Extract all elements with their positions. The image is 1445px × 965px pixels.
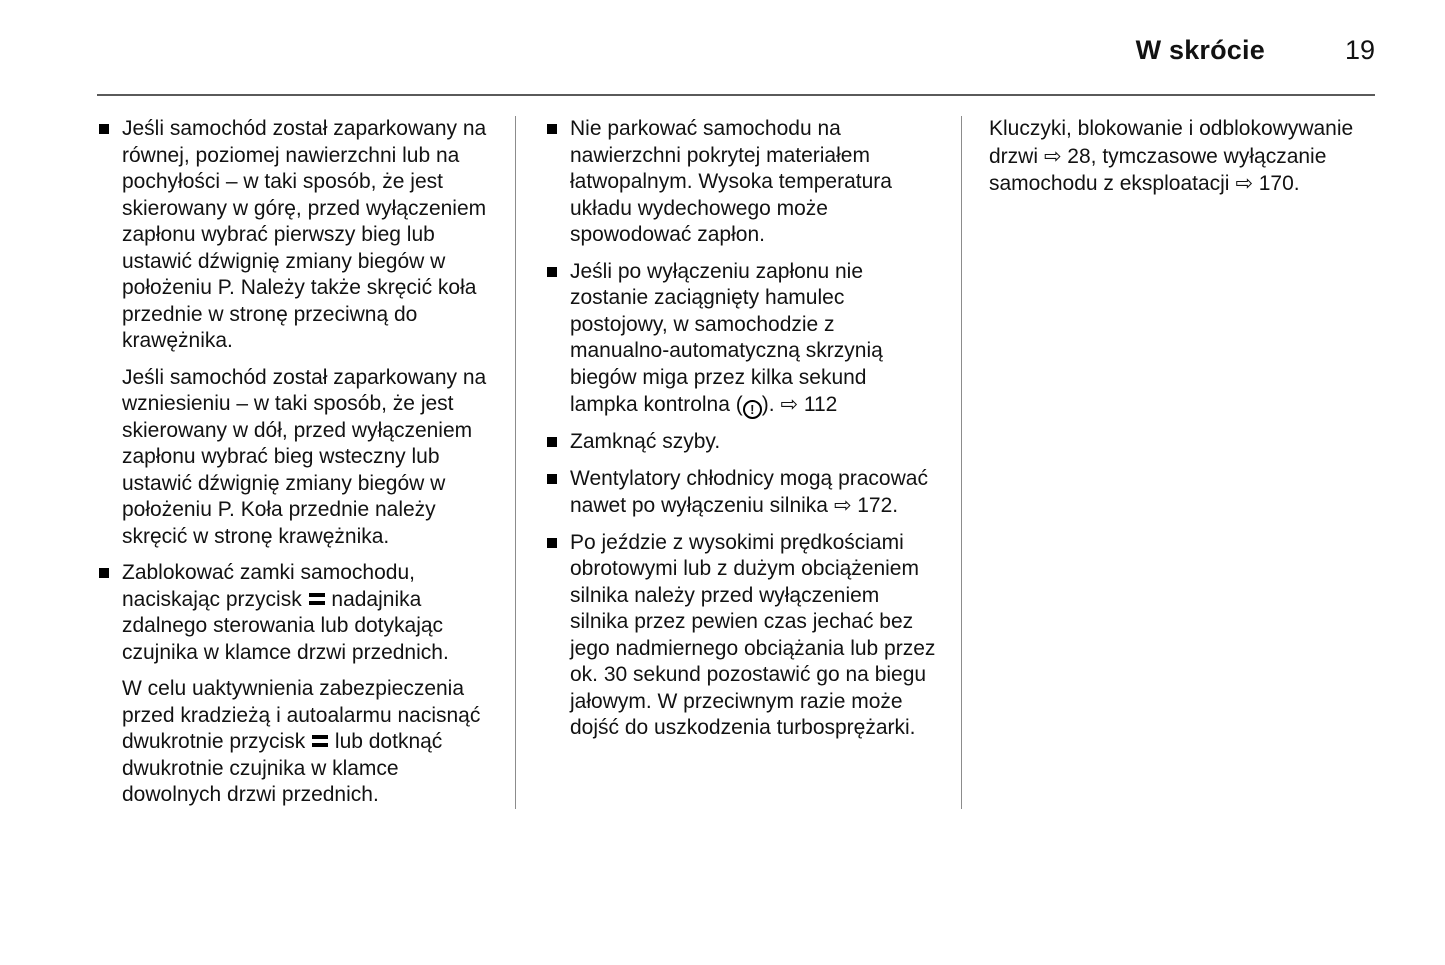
header-rule — [97, 94, 1375, 96]
paragraph: Jeśli samochód został zaparkowany na wzniesieniu – w taki sposób, że jest skierowany w dół, przed wyłączeniem zapłonu wybrać bieg wsteczny lub ustawić dźwignię zmiany biegów w położeniu P. Koła przednie należy skręcić w stronę krawężnika. — [122, 365, 487, 548]
page-reference-arrow-icon: ⇨ — [833, 493, 852, 517]
bullet-square-icon — [99, 124, 109, 134]
bullet-square-icon — [547, 538, 557, 548]
bulleted-paragraph: Zamknąć szyby. — [545, 429, 939, 456]
bulleted-paragraph: Jeśli po wyłączeniu zapłonu nie zostanie zaciągnięty hamulec postojowy, w samochodzie z manualno-automatyczną skrzynią biegów miga przez kilka sekund lampka kontrolna ( ! ). ⇨ 112 — [545, 259, 939, 420]
page-reference-arrow-icon: ⇨ — [780, 392, 799, 416]
paragraph: Kluczyki, blokowanie i odblokowywanie drzwi ⇨ 28, tymczasowe wyłączanie samochodu z eksploatacji ⇨ 170. — [989, 117, 1354, 195]
column-3 — [962, 116, 1375, 809]
bullet-square-icon — [547, 267, 557, 277]
bullet-square-icon — [547, 474, 557, 484]
page-reference-arrow-icon: ⇨ — [1043, 143, 1062, 168]
paragraph: W celu uaktywnienia zabezpieczenia przed kradzieżą i autoalarmu nacisnąć dwukrotnie przycisk lub dotknąć dwukrotnie czujnika w klamce dowolnych drzwi przednich. — [122, 677, 481, 806]
section-title: W skrócie — [1135, 35, 1265, 65]
bulleted-paragraph: Wentylatory chłodnicy mogą pracować nawet po wyłączeniu silnika ⇨ 172. — [545, 466, 939, 520]
bulleted-paragraph: Zablokować zamki samochodu, naciskając przycisk nadajnika zdalnego sterowania lub dotykając czujnika w klamce drzwi przednich. — [97, 560, 491, 666]
bullet-square-icon — [99, 568, 109, 578]
central-locking-button-icon — [312, 735, 328, 747]
column-1 — [97, 116, 515, 809]
page-number: 19 — [1344, 35, 1375, 65]
brake-warning-lamp-icon: ! — [743, 400, 762, 419]
central-locking-button-icon — [309, 593, 325, 605]
page-reference-arrow-icon: ⇨ — [1235, 171, 1253, 195]
bulleted-paragraph: Nie parkować samochodu na nawierzchni pokrytej materiałem łatwopalnym. Wysoka temperatura układu wydechowego może spowodować zapłon. — [545, 116, 939, 249]
bullet-square-icon — [547, 124, 557, 134]
content-columns — [97, 116, 1375, 809]
column-2 — [516, 116, 961, 809]
bulleted-paragraph: Jeśli samochód został zaparkowany na równej, poziomej nawierzchni lub na pochyłości – w taki sposób, że jest skierowany w górę, przed wyłączeniem zapłonu wybrać pierwszy bieg lub ustawić dźwignię zmiany biegów w położeniu P. Należy także skręcić koła przednie w stronę przeciwną do krawężnika. — [97, 116, 491, 355]
bulleted-paragraph: Po jeździe z wysokimi prędkościami obrotowymi lub z dużym obciążeniem silnika należy przed wyłączeniem silnika przez pewien czas jechać bez jego nadmiernego obciążania lub przez ok. 30 sekund pozostawić go na biegu jałowym. W przeciwnym razie może dojść do uszkodzenia turbosprężarki. — [545, 530, 939, 742]
page-header — [97, 35, 1375, 66]
bullet-square-icon — [547, 437, 557, 447]
